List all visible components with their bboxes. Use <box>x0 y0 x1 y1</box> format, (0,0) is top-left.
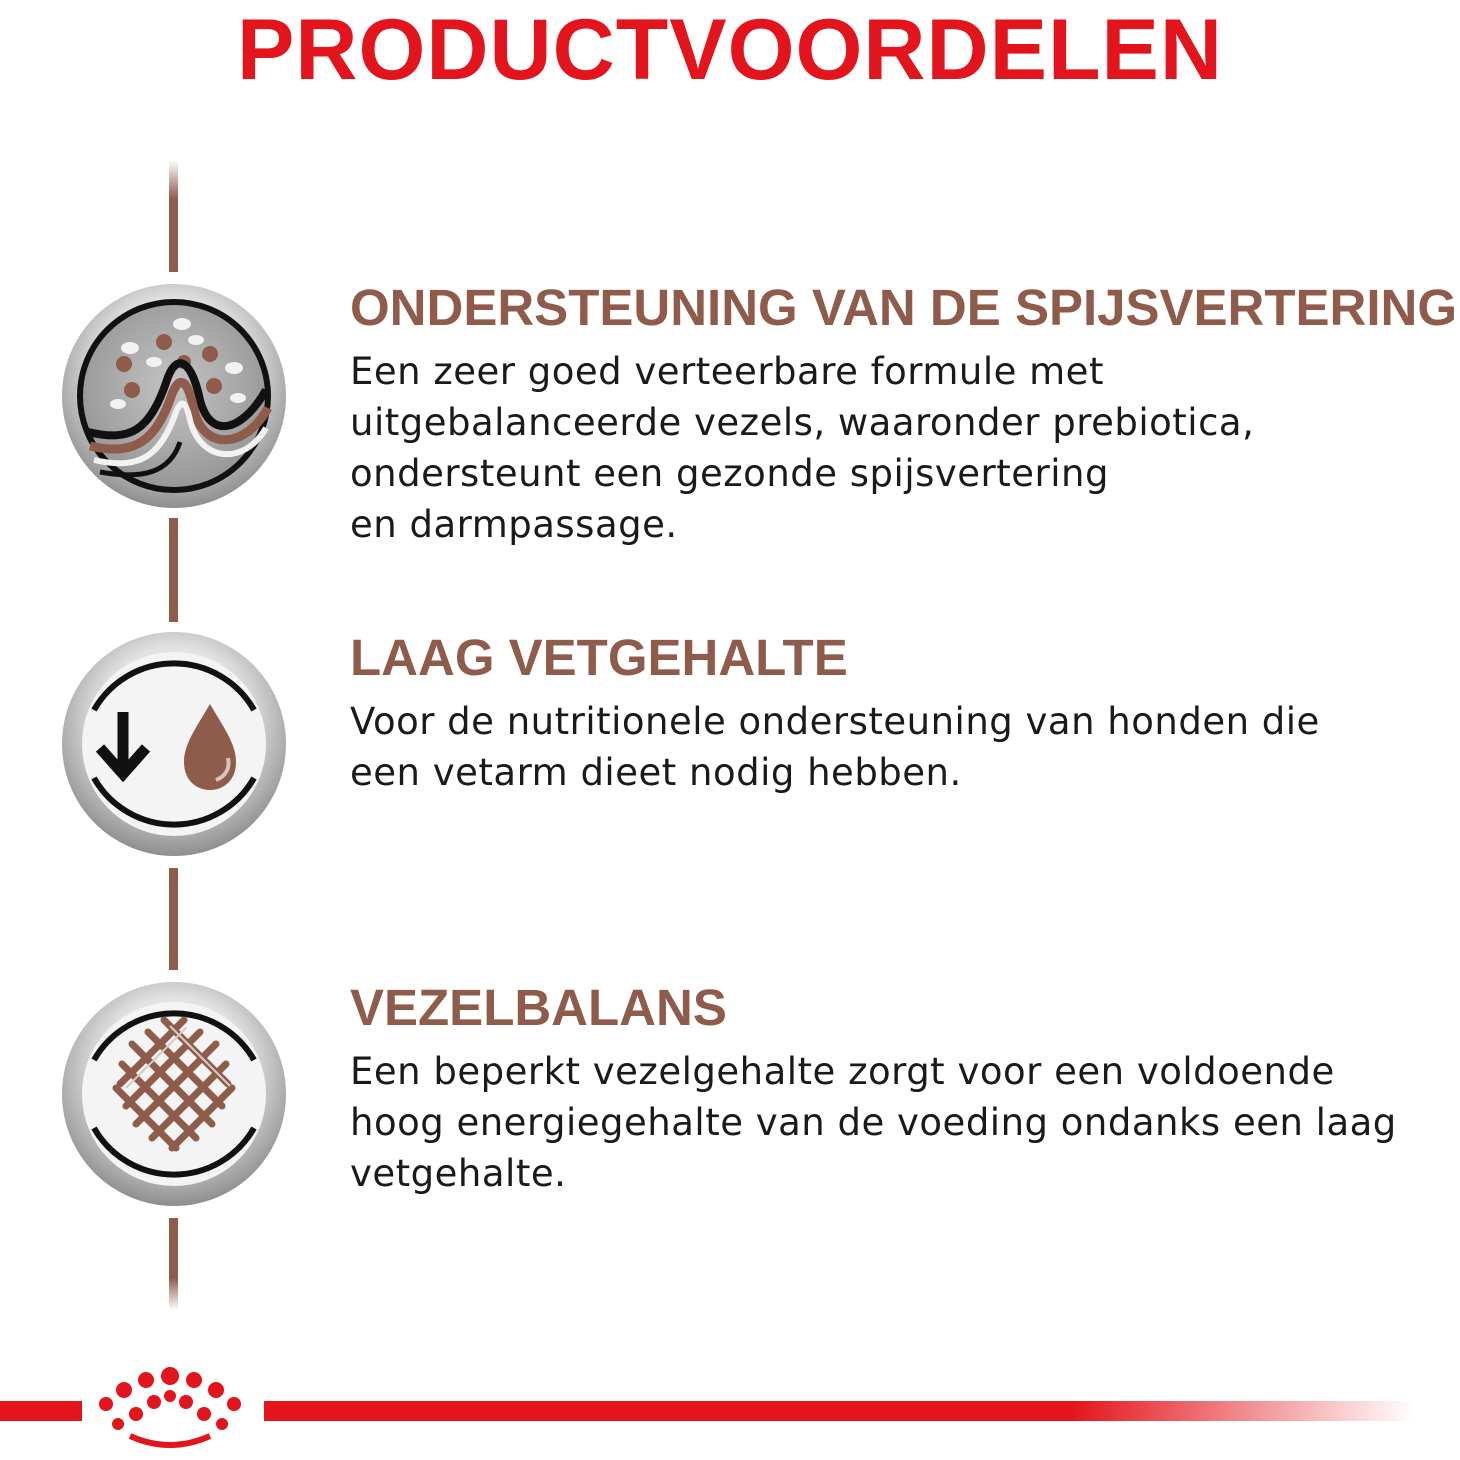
benefit-line: vetgehalte. <box>350 1152 567 1195</box>
benefit-heading: LAAG VETGEHALTE <box>350 629 848 686</box>
timeline-connector <box>169 518 178 622</box>
benefit-heading: ONDERSTEUNING VAN DE SPIJSVERTERING <box>350 279 1458 336</box>
benefit-line: Voor de nutritionele ondersteuning van honden die <box>350 700 1320 743</box>
footer-rule <box>0 1401 82 1421</box>
digestion-wave-icon <box>60 282 288 510</box>
benefit-heading: VEZELBALANS <box>350 979 727 1036</box>
timeline-connector <box>169 1218 178 1310</box>
benefit-line: een vetarm dieet nodig hebben. <box>350 751 962 794</box>
benefit-line: Een zeer goed verteerbare formule met <box>350 350 1104 393</box>
benefit-line: uitgebalanceerde vezels, waaronder prebiotica, <box>350 401 1255 444</box>
benefit-description <box>350 696 1450 798</box>
benefit-description <box>350 1046 1450 1199</box>
fiber-mesh-icon <box>60 980 288 1208</box>
low-fat-drop-icon <box>60 630 288 858</box>
timeline-connector <box>169 868 178 970</box>
timeline-connector <box>169 160 178 272</box>
benefit-line: ondersteunt een gezonde spijsvertering <box>350 452 1109 495</box>
benefit-line: hoog energiegehalte van de voeding ondanks een laag <box>350 1101 1397 1144</box>
crown-logo <box>90 1362 250 1452</box>
benefit-description <box>350 346 1450 550</box>
benefit-line: en darmpassage. <box>350 503 678 546</box>
page-title: PRODUCTVOORDELEN <box>237 2 1223 98</box>
footer-rule <box>264 1401 1414 1421</box>
benefit-line: Een beperkt vezelgehalte zorgt voor een voldoende <box>350 1050 1335 1093</box>
